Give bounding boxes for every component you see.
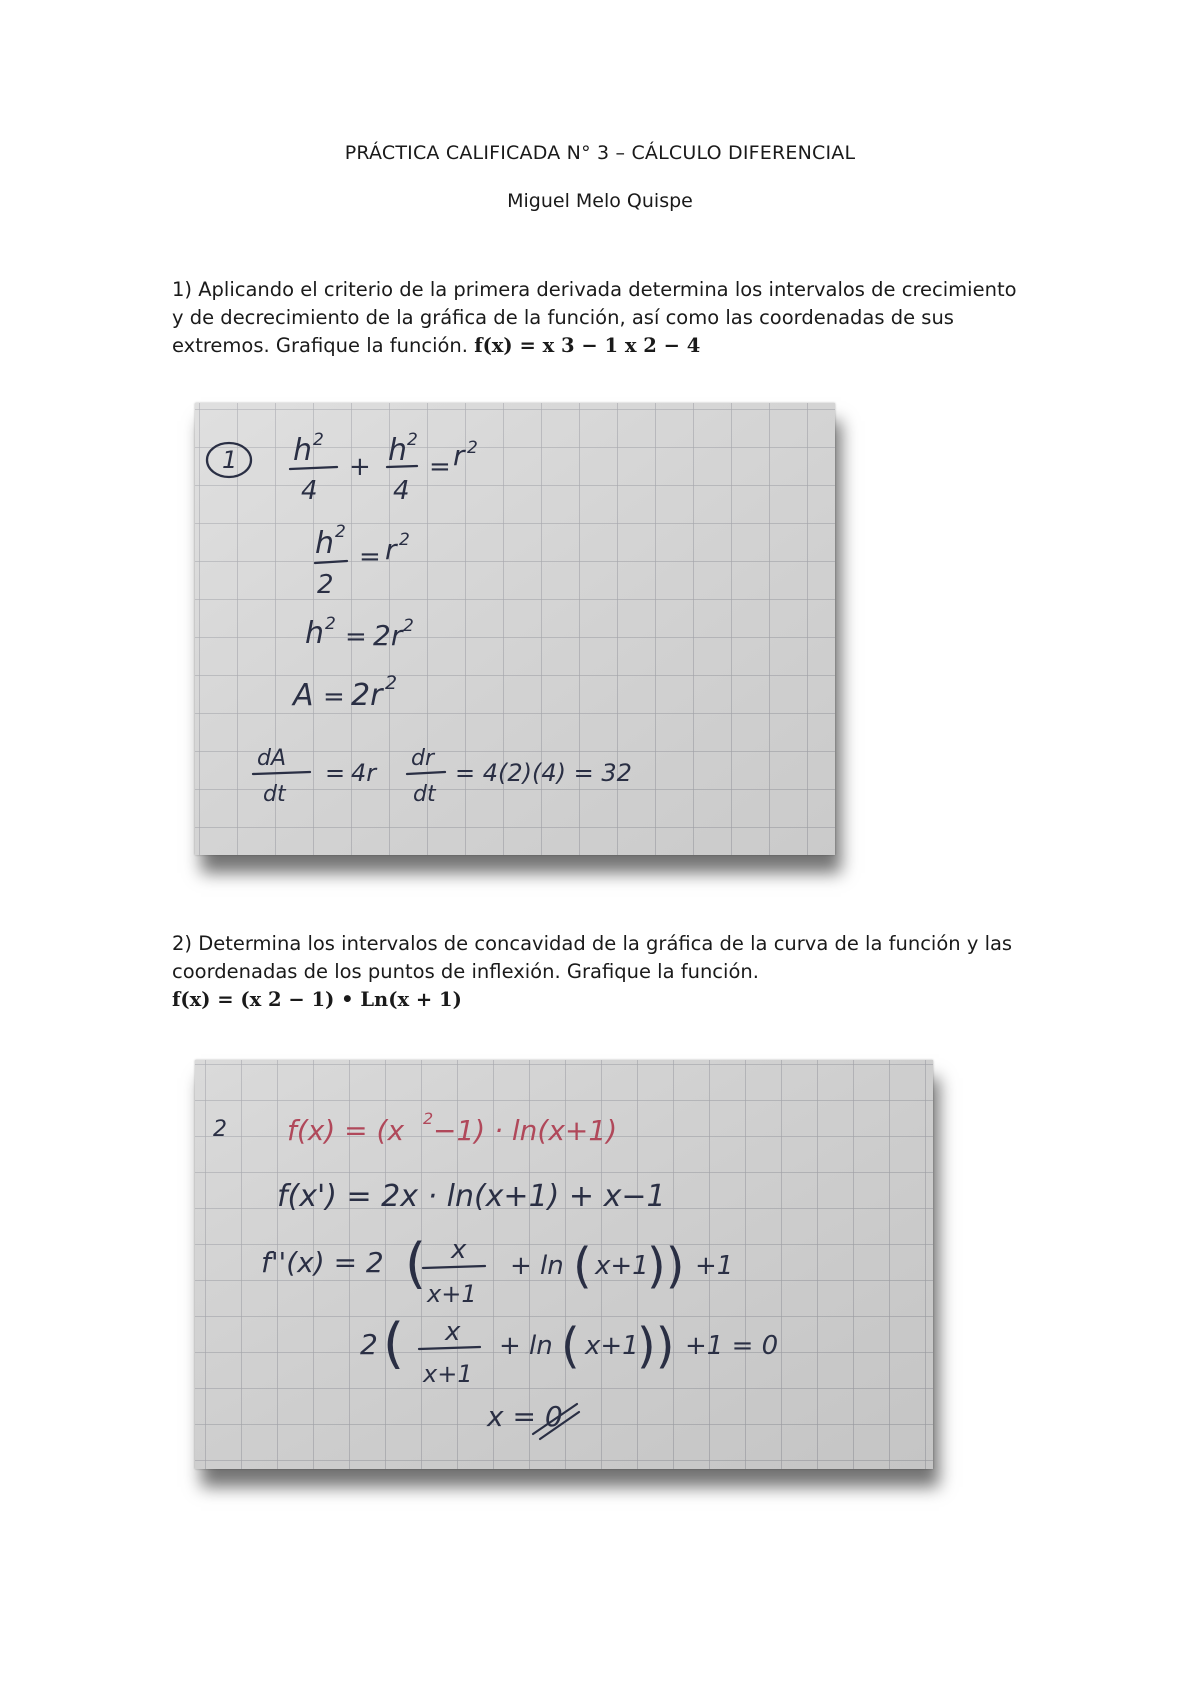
- svg-text:h: h: [293, 433, 313, 468]
- svg-text:+1 = 0: +1 = 0: [685, 1331, 779, 1361]
- svg-text:x: x: [451, 1235, 467, 1265]
- question-2-text: 2) Determina los intervalos de concavidad de la gráfica de la curva de la función y las coordenadas de los puntos de inflexión. Grafique la función.: [172, 932, 1013, 983]
- svg-text:x+1: x+1: [427, 1280, 477, 1308]
- document-author: Miguel Melo Quispe: [507, 190, 693, 212]
- svg-text:2: 2: [403, 616, 414, 636]
- svg-text:h: h: [315, 526, 335, 561]
- svg-text:2r: 2r: [373, 619, 403, 652]
- svg-text:x+1: x+1: [595, 1251, 649, 1281]
- svg-text:2: 2: [360, 1328, 378, 1361]
- svg-text:dr: dr: [411, 746, 435, 771]
- svg-text:(: (: [573, 1238, 592, 1294]
- svg-text:+: +: [349, 452, 371, 482]
- svg-text:(: (: [405, 1232, 427, 1295]
- svg-text:2: 2: [467, 438, 478, 458]
- handwritten-solution-2-photo: [195, 1060, 933, 1469]
- svg-text:=: =: [325, 759, 346, 787]
- svg-text:dA: dA: [257, 746, 287, 771]
- svg-text:= 4(2)(4) = 32: = 4(2)(4) = 32: [455, 759, 632, 787]
- svg-text:r: r: [385, 533, 397, 566]
- svg-text:2r: 2r: [351, 678, 383, 713]
- svg-text:2: 2: [335, 522, 346, 542]
- svg-text:4: 4: [301, 476, 318, 506]
- svg-text:)): )): [647, 1238, 685, 1294]
- svg-text:(: (: [383, 1312, 405, 1375]
- svg-text:+1: +1: [695, 1251, 734, 1281]
- question-1-text: 1) Aplicando el criterio de la primera derivada determina los intervalos de crecimiento y de decrecimiento de la gráfica de la función, así como las coordenadas de sus extremos. Grafique la función.: [172, 278, 1017, 357]
- svg-text:f''(x) = 2: f''(x) = 2: [261, 1246, 384, 1279]
- svg-text:+ ln: + ln: [499, 1331, 553, 1361]
- svg-text:A: A: [293, 678, 314, 713]
- svg-text:r: r: [453, 439, 465, 472]
- question-1-formula: f(x) = x 3 − 1 x 2 − 4: [474, 334, 701, 357]
- svg-text:2: 2: [317, 570, 334, 600]
- svg-text:)): )): [637, 1318, 675, 1374]
- svg-text:h: h: [388, 433, 408, 468]
- svg-text:x = 0: x = 0: [487, 1400, 563, 1433]
- svg-text:=: =: [345, 622, 367, 652]
- svg-text:=: =: [429, 452, 451, 482]
- handwritten-solution-1-photo: [195, 403, 835, 855]
- svg-text:4: 4: [393, 476, 410, 506]
- svg-text:x+1: x+1: [423, 1360, 473, 1388]
- svg-text:h: h: [305, 616, 325, 651]
- handwriting-2-number: 2: [213, 1117, 227, 1142]
- svg-text:−1) · ln(x+1): −1) · ln(x+1): [433, 1114, 618, 1147]
- svg-text:(: (: [561, 1318, 580, 1374]
- handwriting-1-number: 1: [222, 446, 238, 474]
- svg-text:x: x: [445, 1317, 461, 1347]
- svg-text:=: =: [359, 542, 381, 572]
- document-title: PRÁCTICA CALIFICADA N° 3 – CÁLCULO DIFERENCIAL: [344, 142, 856, 164]
- question-2-formula: f(x) = (x 2 − 1) • Ln(x + 1): [172, 988, 462, 1011]
- svg-text:dt: dt: [263, 782, 286, 807]
- svg-text:2: 2: [313, 430, 324, 450]
- svg-text:+ ln: + ln: [510, 1251, 564, 1281]
- svg-text:4r: 4r: [351, 759, 377, 787]
- svg-text:f(x) = (x: f(x) = (x: [287, 1114, 405, 1147]
- svg-text:2: 2: [399, 530, 410, 550]
- svg-text:dt: dt: [413, 782, 436, 807]
- svg-text:2: 2: [385, 672, 398, 694]
- svg-text:x+1: x+1: [585, 1331, 639, 1361]
- svg-text:f(x') = 2x · ln(x+1) + x−1: f(x') = 2x · ln(x+1) + x−1: [277, 1179, 666, 1214]
- svg-text:2: 2: [407, 430, 418, 450]
- question-1: [172, 276, 1032, 360]
- svg-text:2: 2: [423, 1109, 434, 1128]
- svg-text:2: 2: [325, 614, 336, 634]
- svg-text:=: =: [323, 682, 345, 712]
- question-2: [172, 930, 1032, 1014]
